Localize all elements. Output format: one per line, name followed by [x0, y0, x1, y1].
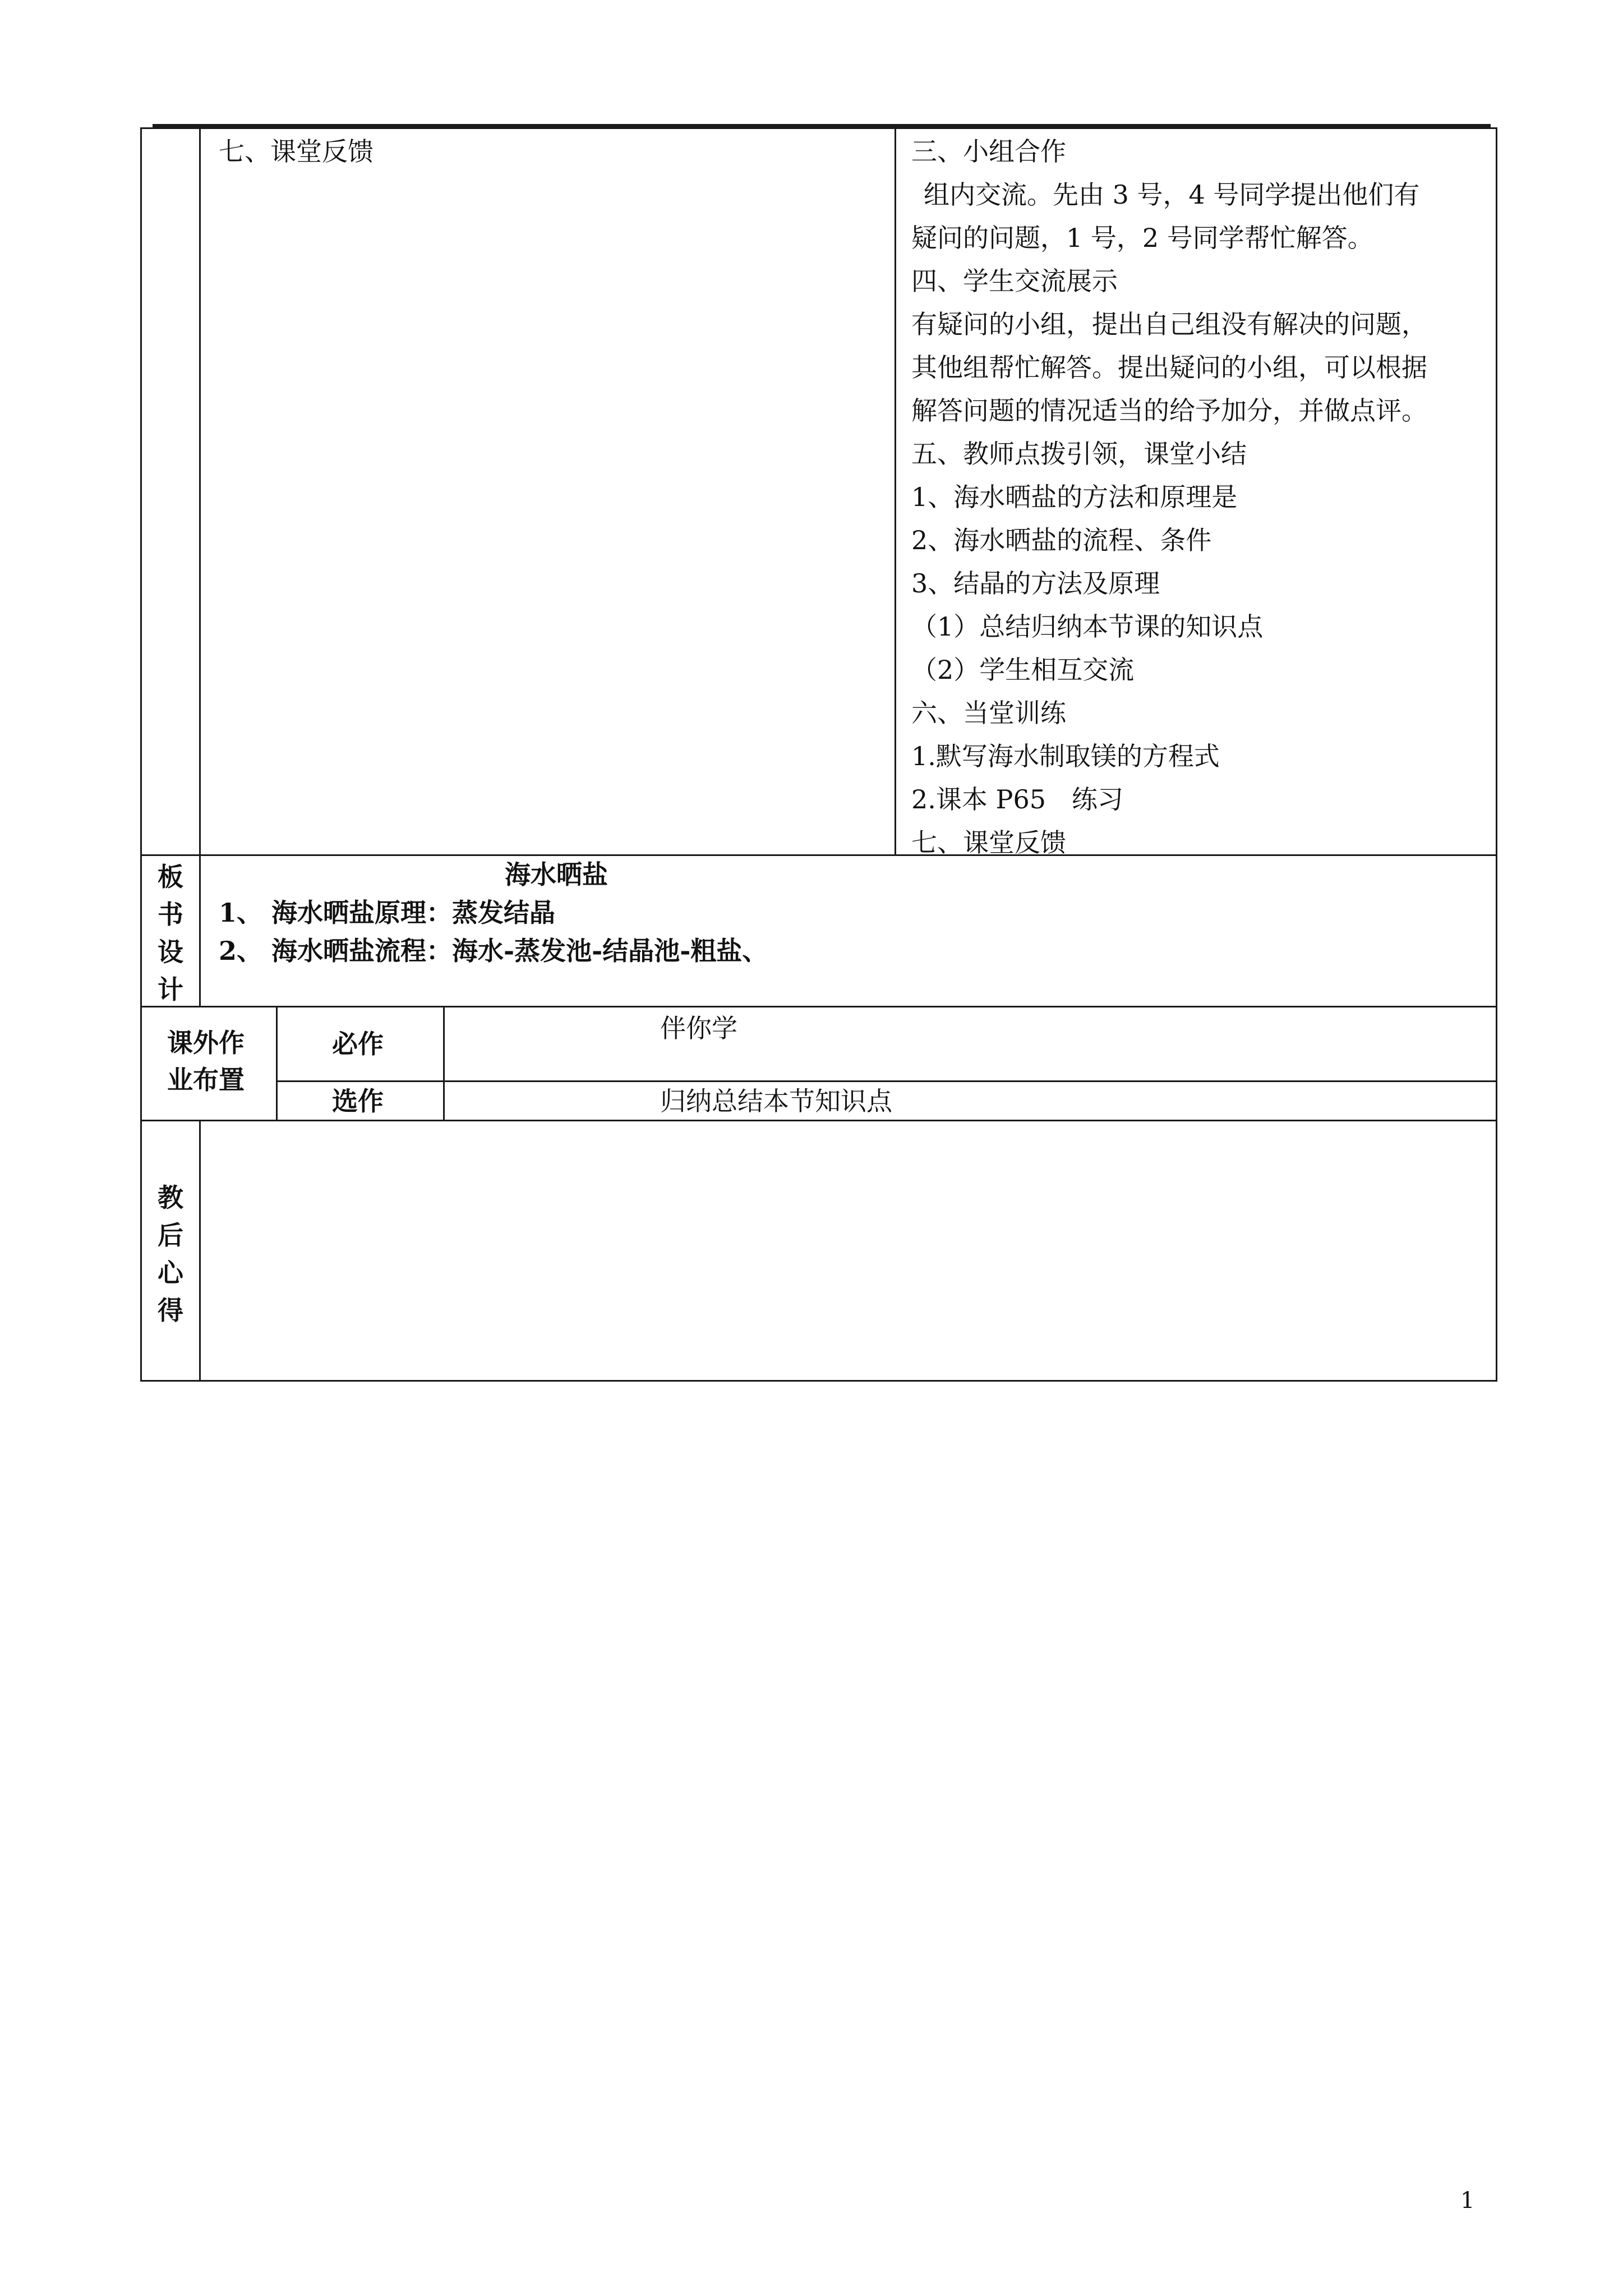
divider-homework-inner [276, 1080, 1497, 1082]
process-line: 2.课本 P65 练习 [911, 784, 1123, 815]
required-content: 伴你学 [660, 1013, 737, 1043]
table-bottom-border [140, 1380, 1497, 1382]
homework-label: 课外作 [167, 1028, 245, 1058]
optional-label: 选作 [332, 1086, 384, 1116]
process-line: 组内交流。先由 3 号，4 号同学提出他们有 [924, 180, 1420, 210]
divider-homework [140, 1006, 1497, 1007]
process-line: 疑问的问题，1 号，2 号同学帮忙解答。 [911, 223, 1373, 253]
table-top-border [140, 127, 1497, 129]
process-line: 3、结晶的方法及原理 [911, 568, 1160, 599]
board-design-label: 板书设计 [158, 862, 183, 1005]
divider-board-design [140, 854, 1497, 856]
homework-col-line-2 [443, 1006, 445, 1121]
board-design-title: 海水晒盐 [505, 859, 608, 890]
process-line: 有疑问的小组，提出自己组没有解决的问题， [911, 309, 1427, 339]
optional-content: 归纳总结本节知识点 [660, 1086, 892, 1116]
classroom-feedback-heading: 七、课堂反馈 [219, 136, 374, 167]
homework-label: 业布置 [167, 1065, 245, 1095]
process-line: 三、小组合作 [911, 136, 1066, 167]
label-column-line-top [199, 127, 201, 1007]
label-column-line-bottom [199, 1120, 201, 1382]
process-line: 解答问题的情况适当的给予加分，并做点评。 [911, 395, 1427, 426]
divider-reflection [140, 1120, 1497, 1121]
process-line: （2）学生相互交流 [911, 655, 1135, 685]
board-design-line: 2、 海水晒盐流程：海水-蒸发池-结晶池-粗盐、 [219, 936, 768, 966]
homework-col-line-1 [276, 1006, 278, 1121]
process-line: 七、课堂反馈 [911, 827, 1066, 858]
required-label: 必作 [332, 1029, 384, 1059]
process-line: 五、教师点拨引领，课堂小结 [911, 439, 1247, 469]
page-number: 1 [1460, 2188, 1475, 2214]
process-line: 六、当堂训练 [911, 698, 1066, 728]
table-right-border [1496, 127, 1497, 1382]
center-column-line [895, 127, 896, 856]
process-line: 2、海水晒盐的流程、条件 [911, 525, 1212, 555]
process-line: 其他组帮忙解答。提出疑问的小组，可以根据 [911, 352, 1427, 383]
process-line: 1、海水晒盐的方法和原理是 [911, 482, 1238, 512]
reflection-label: 教后心得 [158, 1182, 183, 1326]
board-design-line: 1、 海水晒盐原理：蒸发结晶 [219, 898, 556, 928]
process-line: （1）总结归纳本节课的知识点 [911, 611, 1264, 642]
process-line: 1.默写海水制取镁的方程式 [911, 741, 1220, 771]
table-left-border [140, 127, 142, 1382]
process-line: 四、学生交流展示 [911, 266, 1118, 296]
